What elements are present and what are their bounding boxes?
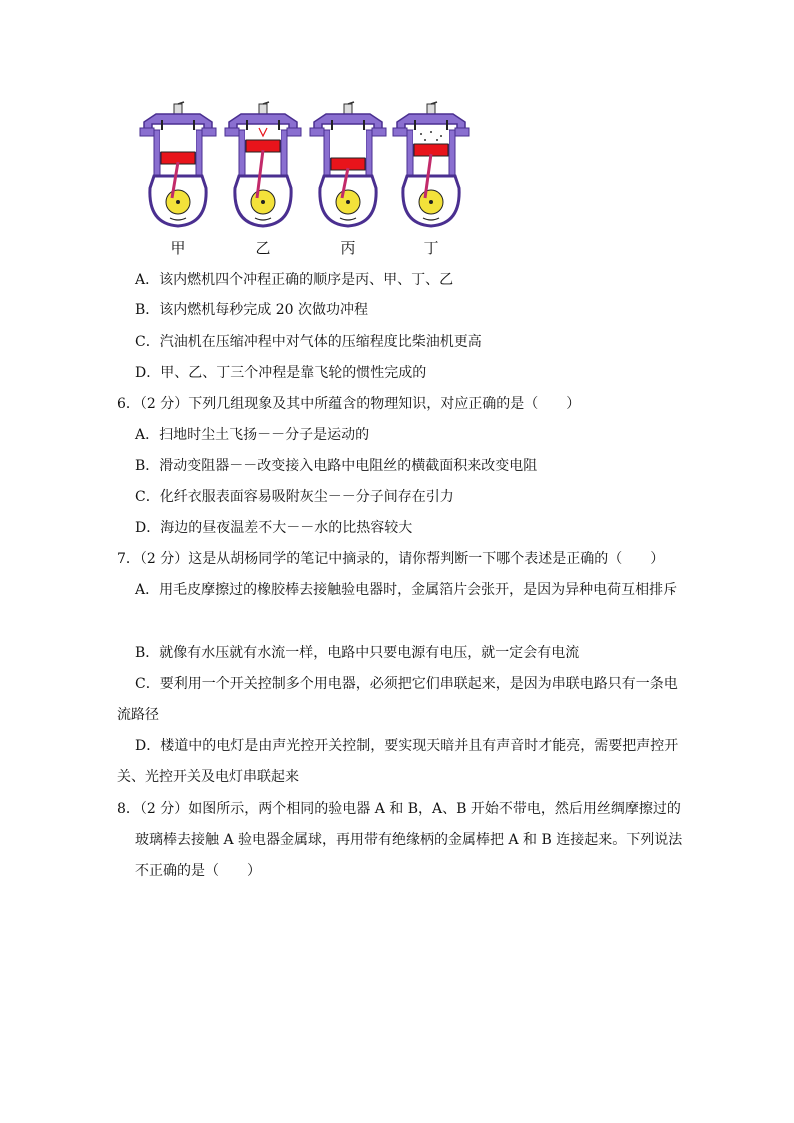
crank-center (429, 200, 433, 204)
q7-option-c-line2: 流路径 (117, 707, 159, 723)
figure-label-yi: 乙 (255, 239, 271, 257)
q8-stem-line2: 玻璃棒去接触 A 验电器金属球，再用带有绝缘柄的金属棒把 A 和 B 连接起来。下列说法 (135, 832, 683, 848)
cylinder-wall-right (281, 130, 287, 176)
combustion-chamber (330, 130, 366, 158)
intake-port (310, 128, 324, 136)
engine-svg-yi (223, 100, 303, 230)
exhaust-port (202, 128, 216, 136)
figure-label-ding: 丁 (423, 239, 439, 257)
q6-option-a: A．扫地时尘土飞扬－－分子是运动的 (135, 427, 370, 443)
mixture-dot (420, 133, 422, 135)
figure-label-jia: 甲 (170, 239, 186, 257)
spark-plug-wire (178, 102, 184, 104)
q5-option-b: B．该内燃机每秒完成 20 次做功冲程 (135, 302, 369, 318)
q6-option-c: C．化纤衣服表面容易吸附灰尘－－分子间存在引力 (135, 489, 454, 505)
q6-stem: 6．（2 分）下列几组现象及其中所蕴含的物理知识，对应正确的是（ ） (117, 396, 581, 412)
engine-diagram-bing (308, 100, 388, 230)
q5-option-c: C．汽油机在压缩冲程中对气体的压缩程度比柴油机更高 (135, 334, 482, 350)
exhaust-port (372, 128, 386, 136)
intake-port (225, 128, 239, 136)
engine-strokes-figure (138, 100, 478, 260)
mixture-dot (436, 139, 438, 141)
q6-option-d: D．海边的昼夜温差不大－－水的比热容较大 (135, 520, 413, 536)
intake-port (140, 128, 154, 136)
q7-option-d-line1: D．楼道中的电灯是由声光控开关控制，要实现天暗并且有声音时才能亮，需要把声控开 (135, 738, 679, 754)
q7-option-c-line1: C．要利用一个开关控制多个用电器，必须把它们串联起来，是因为串联电路只有一条电 (135, 676, 678, 692)
q5-option-d: D．甲、乙、丁三个冲程是靠飞轮的惯性完成的 (135, 365, 427, 381)
crank-center (176, 200, 180, 204)
mixture-dot (440, 135, 442, 137)
engine-svg-ding (391, 100, 471, 230)
mixture-dot (424, 139, 426, 141)
q7-option-a: A．用毛皮摩擦过的橡胶棒去接触验电器时，金属箔片会张开，是因为异种电荷互相排斥 (135, 582, 678, 598)
engine-diagram-jia (138, 100, 218, 230)
engine-svg-bing (308, 100, 388, 230)
cylinder-wall-left (239, 130, 245, 176)
exhaust-port (287, 128, 301, 136)
engine-diagram-ding (391, 100, 471, 230)
intake-port (393, 128, 407, 136)
q8-stem-line1: 8．（2 分）如图所示，两个相同的验电器 A 和 B，A、B 开始不带电，然后用丝绸摩擦过的 (117, 801, 681, 817)
q7-option-d-line2: 关、光控开关及电灯串联起来 (117, 769, 299, 785)
q7-stem: 7．（2 分）这是从胡杨同学的笔记中摘录的，请你帮判断一下哪个表述是正确的（ ） (117, 551, 665, 567)
spark-plug-wire (348, 102, 354, 104)
cylinder-wall-right (366, 130, 372, 176)
cylinder-wall-right (196, 130, 202, 176)
crank-center (261, 200, 265, 204)
spark-plug-wire (431, 102, 437, 104)
engine-diagram-yi (223, 100, 303, 230)
cylinder-wall-right (449, 130, 455, 176)
q8-stem-line3: 不正确的是（ ） (135, 863, 261, 879)
mixture-dot (430, 131, 432, 133)
figure-label-bing: 丙 (340, 239, 356, 257)
crank-center (346, 200, 350, 204)
q7-option-b: B．就像有水压就有水流一样，电路中只要电源有电压，就一定会有电流 (135, 645, 580, 661)
cylinder-wall-left (407, 130, 413, 176)
engine-svg-jia (138, 100, 218, 230)
q5-option-a: A．该内燃机四个冲程正确的顺序是丙、甲、丁、乙 (135, 272, 454, 288)
cylinder-wall-left (154, 130, 160, 176)
q6-option-b: B．滑动变阻器－－改变接入电路中电阻丝的横截面积来改变电阻 (135, 458, 538, 474)
cylinder-wall-left (324, 130, 330, 176)
combustion-chamber (160, 130, 196, 152)
spark-plug-wire (263, 102, 269, 104)
exhaust-port (455, 128, 469, 136)
